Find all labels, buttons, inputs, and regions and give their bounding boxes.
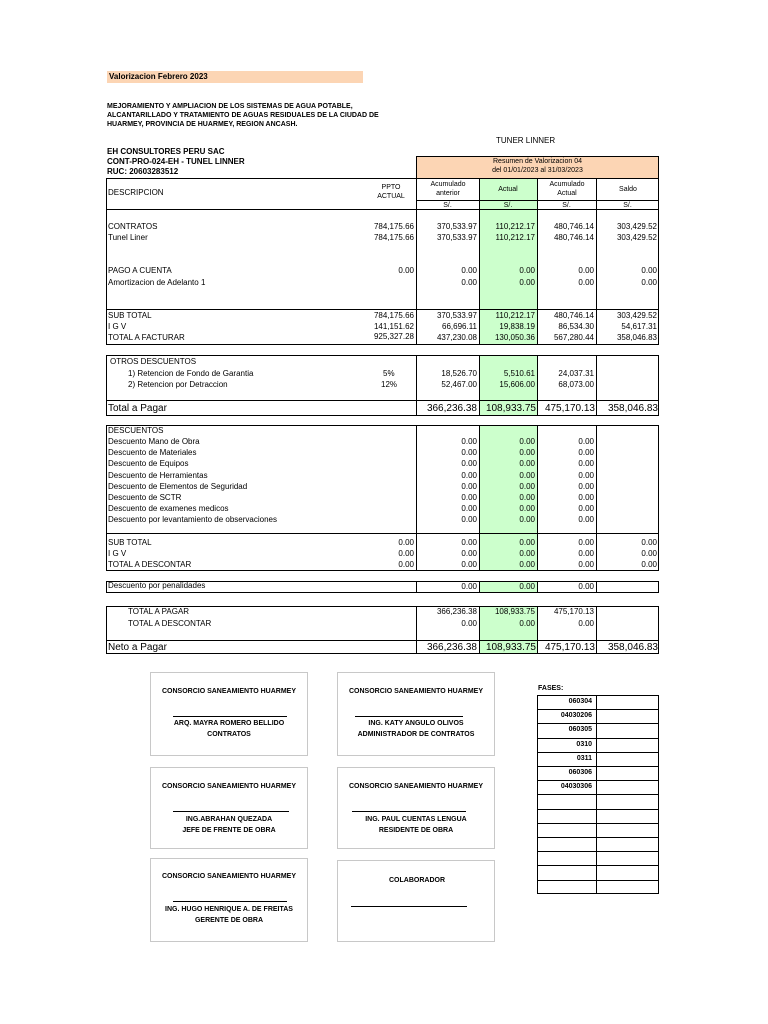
signature-line (173, 716, 287, 717)
cell-value: 68,073.00 (558, 380, 594, 389)
summary-line-2: del 01/01/2023 al 31/03/2023 (492, 167, 583, 174)
row-label: TOTAL A FACTURAR (108, 333, 185, 342)
row-label: Descuento de SCTR (108, 493, 182, 502)
section-title: OTROS DESCUENTOS (110, 357, 197, 366)
cell-value: 0.00 (578, 459, 594, 469)
cell-value: 0.00 (578, 437, 594, 446)
row-label: Tunel Liner (108, 233, 148, 242)
cell-value: 475,170.13 (544, 642, 595, 653)
signature-name: ARQ. MAYRA ROMERO BELLIDO (173, 720, 285, 727)
cell-value: 0.00 (519, 470, 535, 480)
cell-value: 925,327.28 (373, 332, 414, 341)
fases-row-divider (537, 837, 659, 838)
signature-box (337, 672, 495, 756)
signature-org: CONSORCIO SANEAMIENTO HUARMEY (161, 688, 297, 695)
cell-value: 0.00 (519, 560, 535, 569)
row-label: I G V (108, 549, 127, 558)
fase-code: 04030306 (560, 783, 592, 791)
project-line-2: ALCANTARILLADO Y TRATAMIENTO DE AGUAS RESIDUALES DE LA CIUDAD DE (107, 112, 379, 119)
row-label: 2) Retencion por Detraccion (128, 380, 228, 389)
cell-value: 0.00 (398, 560, 414, 569)
cell-value: 480,746.14 (553, 311, 594, 320)
total-pagar-label: Total a Pagar (108, 403, 167, 414)
cell-value: 0.00 (519, 266, 535, 275)
cell-value: 5,510.61 (503, 369, 535, 378)
contract-code: CONT-PRO-024-EH - TUNEL LINNER (107, 157, 245, 166)
row-label: Descuento de Elementos de Seguridad (108, 481, 248, 491)
cell-value: 370,533.97 (436, 233, 477, 242)
cell-value: 0.00 (641, 278, 657, 287)
row-label: Descuento por penalidades (108, 581, 206, 590)
row-label: PAGO A CUENTA (108, 266, 172, 275)
fase-code: 0311 (576, 754, 592, 762)
signature-role: GERENTE DE OBRA (194, 917, 264, 924)
row-label: CONTRATOS (108, 222, 158, 231)
cell-value: 0.00 (578, 481, 594, 491)
cell-value: 52,467.00 (441, 380, 477, 389)
cell-value: 480,746.14 (553, 233, 594, 242)
fases-title: FASES: (538, 685, 564, 692)
row-label: Descuento de examenes medicos (108, 504, 229, 514)
signature-line (173, 811, 289, 812)
signature-line (352, 811, 466, 812)
signature-box (337, 860, 495, 942)
section-title: DESCUENTOS (108, 426, 164, 435)
fase-code: 060304 (568, 698, 592, 705)
cell-value: 437,230.08 (436, 333, 477, 342)
row-label: TOTAL A DESCONTAR (108, 560, 192, 569)
cell-value: 0.00 (461, 504, 477, 514)
cell-percent: 12% (381, 380, 398, 389)
cell-value: 0.00 (461, 278, 477, 287)
cell-value: 0.00 (578, 448, 594, 458)
cell-value: 108,933.75 (494, 607, 535, 616)
col-saldo: Saldo (619, 186, 637, 193)
cell-value: 0.00 (519, 448, 535, 458)
signature-name: ING. PAUL CUENTAS LENGUA (365, 816, 467, 823)
col-ppto: PPTO ACTUAL (377, 184, 405, 200)
cell-value: 0.00 (461, 481, 477, 491)
row-label: Descuento de Herramientas (108, 470, 208, 480)
cell-value: 0.00 (461, 266, 477, 275)
cell-value: 366,236.38 (426, 642, 477, 653)
currency-label: S/. (443, 202, 452, 209)
signature-name: ING.ABRAHAN QUEZADA (185, 816, 273, 823)
cell-value: 0.00 (578, 582, 594, 591)
fase-code: 04030206 (560, 712, 592, 720)
project-line-1: MEJORAMIENTO Y AMPLIACION DE LOS SISTEMAS DE AGUA POTABLE, (107, 103, 353, 110)
cell-value: 0.00 (578, 549, 594, 558)
signature-line (173, 901, 287, 902)
fase-code: 060305 (568, 726, 592, 734)
cell-value: 303,429.52 (616, 222, 657, 231)
cell-value: 475,170.13 (553, 607, 594, 616)
cell-value: 0.00 (641, 538, 657, 547)
cell-value: 475,170.13 (544, 403, 595, 414)
fases-row-divider (537, 809, 659, 810)
cell-value: 0.00 (519, 549, 535, 558)
signature-org: CONSORCIO SANEAMIENTO HUARMEY (348, 783, 484, 790)
cell-value: 19,838.19 (499, 322, 535, 331)
cell-value: 370,533.97 (436, 311, 477, 320)
cell-value: 0.00 (461, 459, 477, 469)
cell-value: 0.00 (461, 470, 477, 480)
fase-code: 060306 (568, 769, 592, 776)
cell-value: 0.00 (519, 459, 535, 469)
cell-value: 24,037.31 (558, 369, 594, 378)
cell-value: 0.00 (578, 560, 594, 569)
row-label: Descuento Mano de Obra (108, 437, 200, 446)
signature-box (150, 858, 308, 942)
cell-value: 0.00 (519, 437, 535, 446)
cell-value: 0.00 (519, 481, 535, 491)
cell-value: 366,236.38 (426, 403, 477, 414)
signature-box (150, 672, 308, 756)
cell-value: 303,429.52 (616, 233, 657, 242)
col-acum-ant: Acumulado anterior (430, 181, 466, 197)
cell-value: 0.00 (578, 504, 594, 514)
row-label: I G V (108, 322, 127, 331)
cell-value: 54,617.31 (621, 322, 657, 331)
cell-value: 0.00 (398, 549, 414, 558)
cell-value: 0.00 (578, 515, 594, 525)
cell-value: 370,533.97 (436, 222, 477, 231)
row-label: 1) Retencion de Fondo de Garantia (128, 369, 254, 378)
cell-value: 66,696.11 (442, 322, 477, 331)
cell-value: 0.00 (578, 493, 594, 502)
cell-percent: 5% (383, 369, 395, 378)
cell-value: 0.00 (461, 493, 477, 502)
fases-row-divider (537, 865, 659, 866)
fases-row-divider (537, 794, 659, 795)
col-actual: Actual (498, 186, 518, 193)
cell-value: 130,050.36 (494, 333, 535, 342)
signature-org: CONSORCIO SANEAMIENTO HUARMEY (161, 873, 297, 880)
cell-value: 303,429.52 (616, 311, 657, 320)
cell-value: 366,236.38 (436, 607, 477, 616)
signature-box (150, 767, 308, 849)
cell-value: 86,534.30 (558, 322, 594, 331)
col-descripcion: DESCRIPCION (108, 188, 164, 197)
ruc: RUC: 20603283512 (107, 167, 179, 176)
page-title: Valorizacion Febrero 2023 (109, 72, 208, 81)
row-label: Amortizacion de Adelanto 1 (108, 278, 206, 287)
fases-row-divider (537, 880, 659, 881)
cell-value: 0.00 (578, 470, 594, 480)
row-label: Descuento por levantamiento de observaciones (108, 515, 277, 525)
cell-value: 0.00 (461, 582, 477, 591)
cell-value: 0.00 (461, 437, 477, 446)
cell-value: 358,046.83 (607, 403, 658, 414)
cell-value: 0.00 (519, 538, 535, 547)
cell-value: 0.00 (461, 560, 477, 569)
currency-label: S/. (503, 202, 513, 209)
cell-value: 0.00 (519, 278, 535, 287)
fases-row-divider (537, 823, 659, 824)
cell-value: 0.00 (519, 504, 535, 514)
cell-value: 0.00 (578, 266, 594, 275)
cell-value: 0.00 (461, 619, 477, 628)
currency-label: S/. (562, 202, 571, 209)
cell-value: 0.00 (461, 448, 477, 458)
row-label: Descuento de Equipos (108, 459, 189, 469)
subtitle: TUNER LINNER (496, 136, 556, 145)
signature-line (355, 716, 463, 717)
cell-value: 0.00 (578, 538, 594, 547)
cell-value: 141,151.62 (373, 322, 414, 331)
cell-value: 110,212.17 (495, 233, 535, 242)
summary-line-1: Resumen de Valorizacion 04 (493, 158, 582, 165)
cell-value: 0.00 (641, 549, 657, 558)
signature-role: CONTRATOS (207, 731, 251, 738)
row-label: TOTAL A PAGAR (128, 607, 190, 616)
cell-value: 0.00 (398, 266, 414, 275)
cell-value: 18,526.70 (441, 369, 477, 378)
row-label: SUB TOTAL (108, 538, 152, 547)
cell-value: 0.00 (398, 538, 414, 547)
cell-value: 358,046.83 (607, 642, 658, 653)
signature-org: CONSORCIO SANEAMIENTO HUARMEY (161, 783, 297, 790)
cell-value: 358,046.83 (616, 333, 657, 342)
cell-value: 0.00 (461, 515, 477, 525)
neto-pagar-label: Neto a Pagar (108, 642, 167, 653)
signature-role: ADMINISTRADOR DE CONTRATOS (357, 731, 475, 738)
row-label: TOTAL A DESCONTAR (128, 619, 212, 628)
signature-org: COLABORADOR (389, 877, 445, 884)
signature-org: CONSORCIO SANEAMIENTO HUARMEY (348, 688, 484, 695)
cell-value: 110,212.17 (495, 222, 535, 231)
signature-box (337, 767, 495, 849)
col-acum-act: Acumulado Actual (549, 181, 585, 197)
cell-value: 0.00 (519, 619, 535, 628)
cell-value: 784,175.66 (373, 311, 414, 320)
cell-value: 784,175.66 (373, 222, 414, 231)
cell-value: 15,606.00 (499, 380, 535, 389)
cell-value: 0.00 (461, 538, 477, 547)
row-label: SUB TOTAL (108, 311, 152, 320)
cell-value: 0.00 (519, 582, 535, 591)
cell-value: 480,746.14 (553, 222, 594, 231)
cell-value: 0.00 (578, 619, 594, 628)
company-name: EH CONSULTORES PERU SAC (107, 147, 225, 156)
row-label: Descuento de Materiales (108, 448, 197, 458)
cell-value: 0.00 (461, 549, 477, 558)
cell-value: 0.00 (519, 515, 535, 525)
cell-value: 0.00 (641, 560, 657, 569)
signature-name: ING. HUGO HENRIQUE A. DE FREITAS (165, 906, 293, 913)
cell-value: 108,933.75 (485, 642, 536, 653)
project-line-3: HUARMEY, PROVINCIA DE HUARMEY, REGION ANCASH. (107, 121, 298, 128)
cell-value: 784,175.66 (373, 233, 414, 242)
currency-label: S/. (623, 202, 632, 209)
cell-value: 0.00 (578, 278, 594, 287)
fase-code: 0310 (576, 740, 592, 748)
signature-name: ING. KATY ANGULO OLIVOS (368, 720, 464, 727)
fases-row-divider (537, 851, 659, 852)
cell-value: 0.00 (519, 493, 535, 502)
cell-value: 108,933.75 (485, 403, 536, 414)
cell-value: 567,280.44 (553, 333, 594, 342)
cell-value: 0.00 (641, 266, 657, 275)
signature-role: JEFE DE FRENTE DE OBRA (182, 827, 276, 834)
signature-role: RESIDENTE DE OBRA (378, 827, 454, 834)
signature-line (351, 906, 467, 907)
cell-value: 110,212.17 (495, 311, 535, 320)
